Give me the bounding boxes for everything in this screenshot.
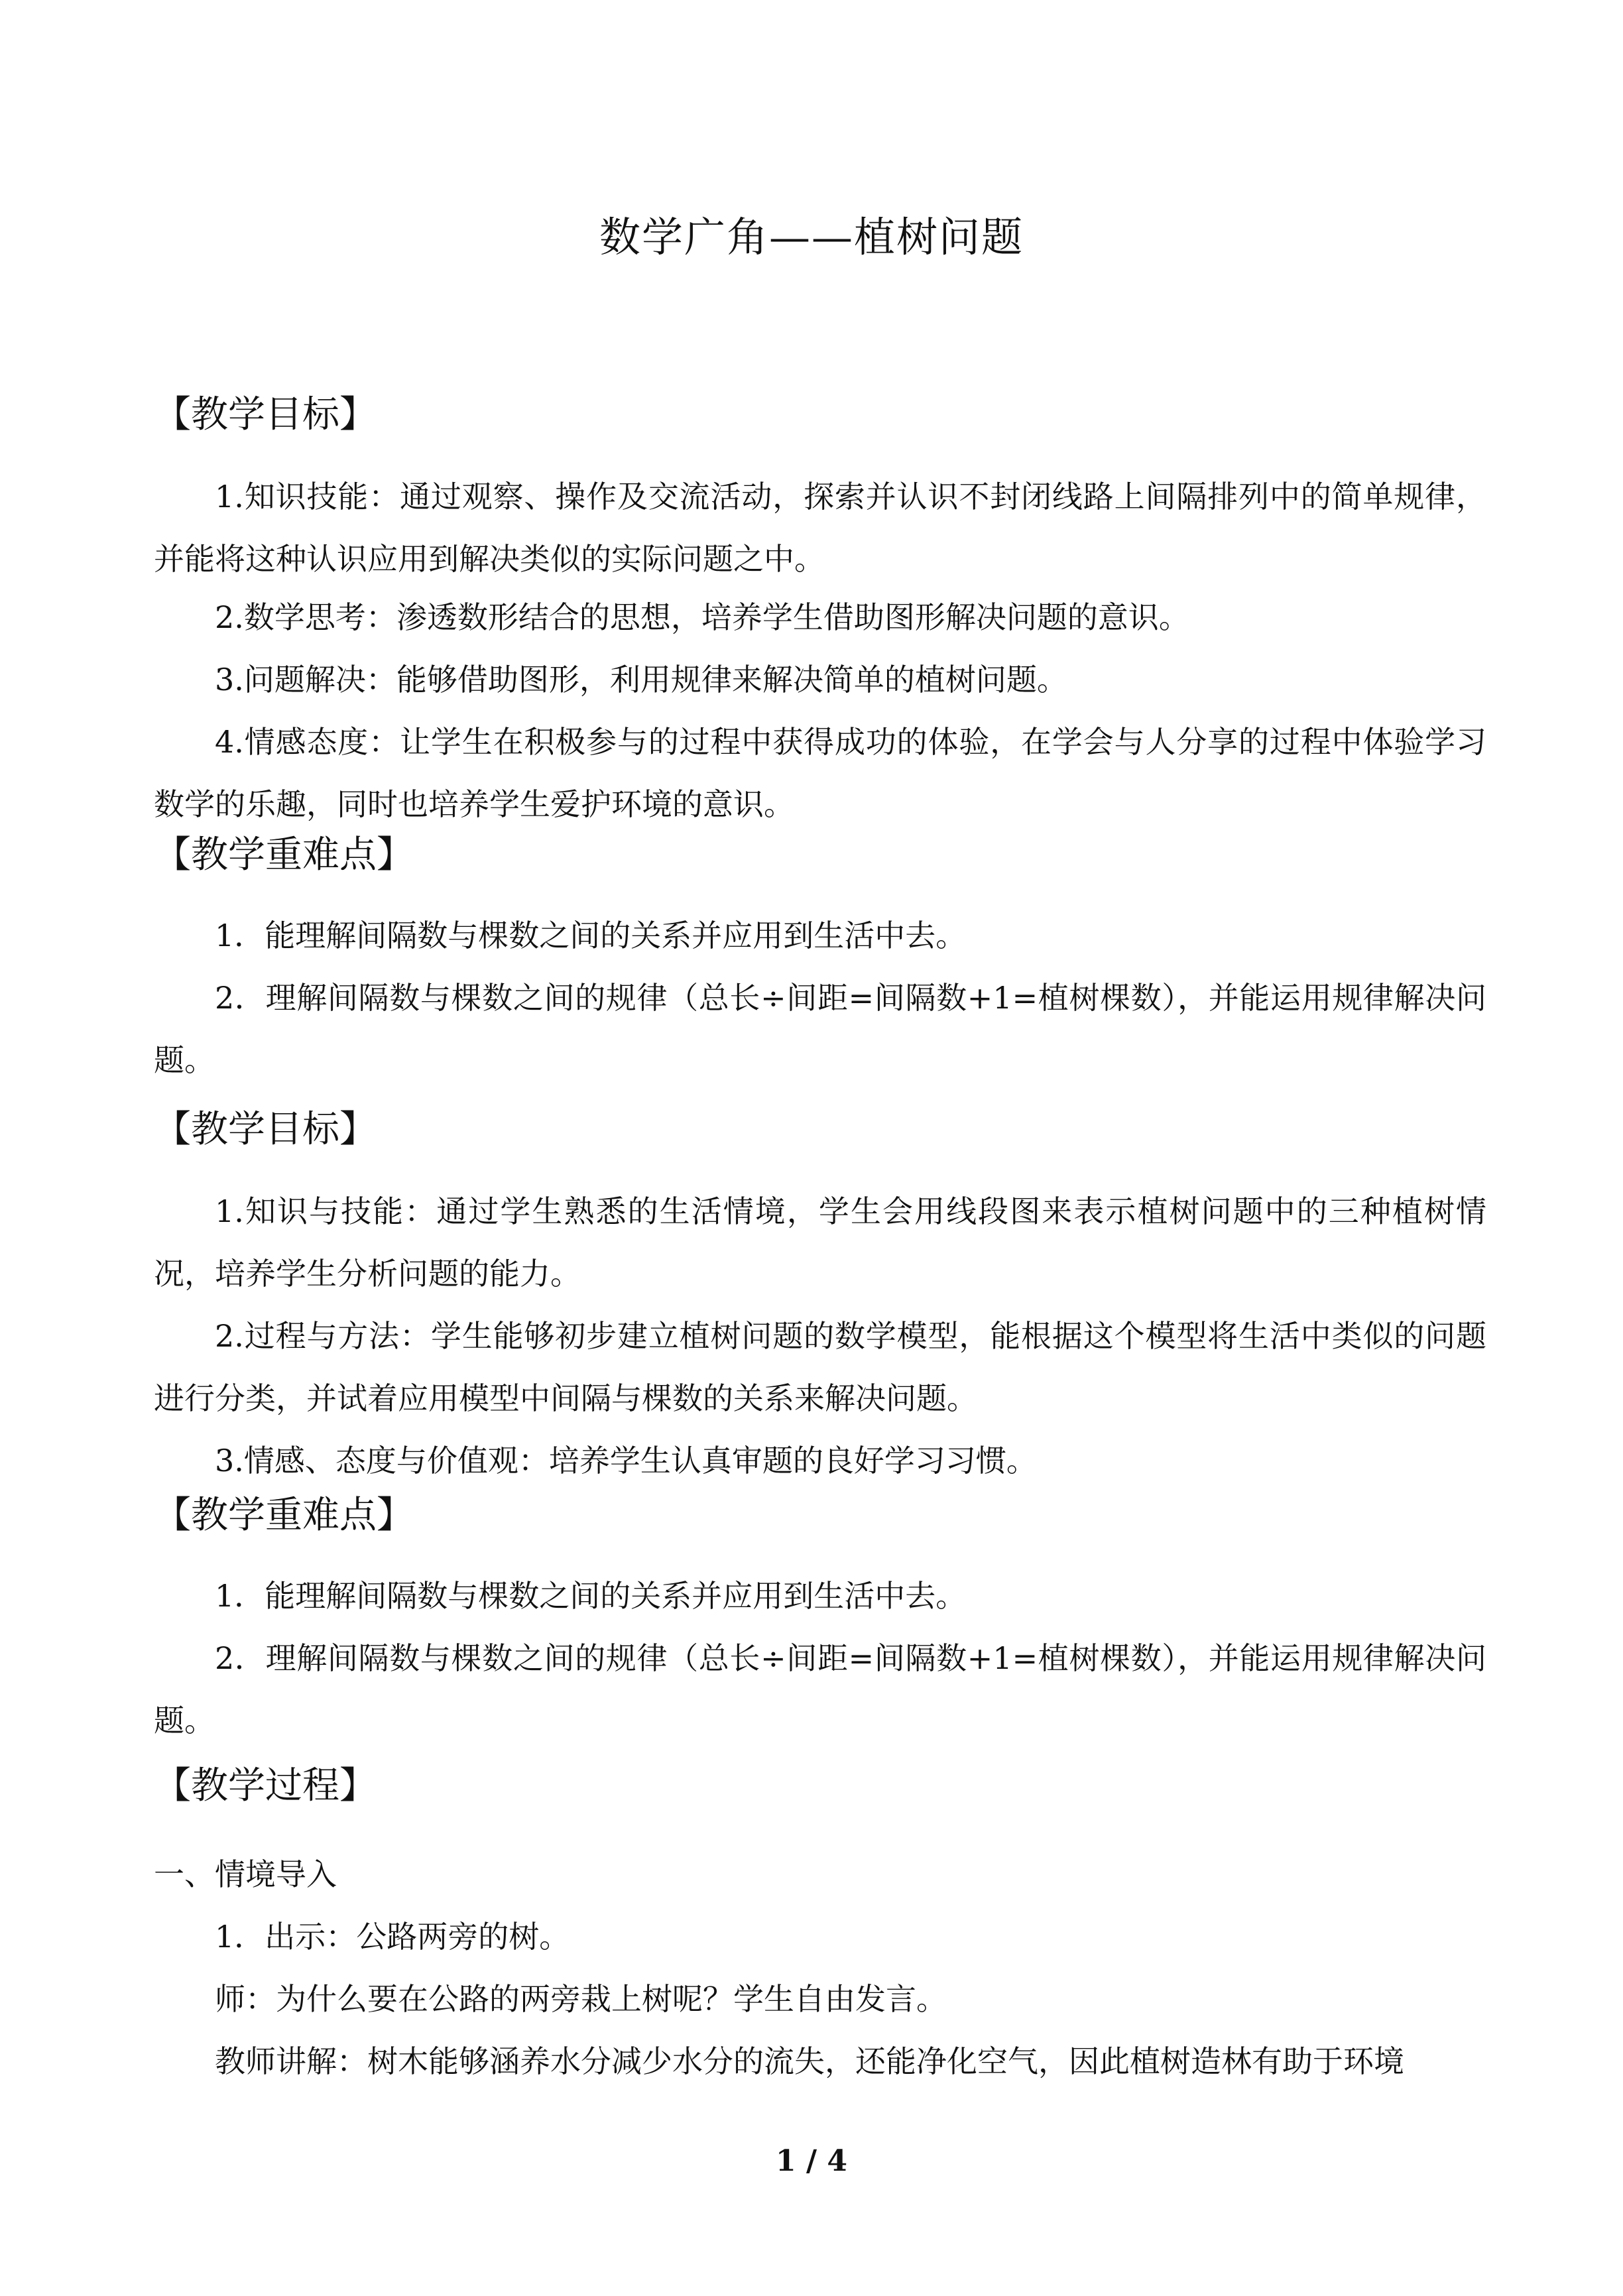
paragraph: 1.知识与技能：通过学生熟悉的生活情境，学生会用线段图来表示植树问题中的三种植树情况，培养学生分析问题的能力。 (154, 1193, 1486, 1292)
paragraph: 1．能理解间隔数与棵数之间的关系并应用到生活中去。 (215, 1578, 967, 1614)
section-heading-objectives-2: 【教学目标】 (154, 1108, 377, 1151)
paragraph: 2.过程与方法：学生能够初步建立植树问题的数学模型，能根据这个模型将生活中类似的问题进行分类，并试着应用模型中间隔与棵数的关系来解决问题。 (154, 1318, 1486, 1416)
paragraph: 3.情感、态度与价值观：培养学生认真审题的良好学习习惯。 (215, 1443, 1037, 1479)
paragraph: 2．理解间隔数与棵数之间的规律（总长÷间距=间隔数+1=植树棵数），并能运用规律解决问题。 (154, 980, 1486, 1078)
paragraph: 教师讲解：树木能够涵养水分减少水分的流失，还能净化空气，因此植树造林有助于环境 (215, 2043, 1404, 2079)
document-title: 数学广角——植树问题 (599, 213, 1024, 261)
paragraph: 1．能理解间隔数与棵数之间的关系并应用到生活中去。 (215, 918, 967, 953)
paragraph: 4.情感态度：让学生在积极参与的过程中获得成功的体验，在学会与人分享的过程中体验学习数学的乐趣，同时也培养学生爱护环境的意识。 (154, 724, 1486, 822)
section-heading-key-points-2: 【教学重难点】 (154, 1494, 414, 1537)
section-heading-key-points: 【教学重难点】 (154, 833, 414, 876)
paragraph: 1.知识技能：通过观察、操作及交流活动，探索并认识不封闭线路上间隔排列中的简单规律，并能将这种认识应用到解决类似的实际问题之中。 (154, 479, 1486, 577)
paragraph: 1．出示：公路两旁的树。 (215, 1919, 570, 1955)
paragraph: 3.问题解决：能够借助图形，利用规律来解决简单的植树问题。 (215, 662, 1067, 697)
paragraph: 2.数学思考：渗透数形结合的思想，培养学生借助图形解决问题的意识。 (215, 599, 1189, 635)
section-heading-objectives: 【教学目标】 (154, 393, 377, 436)
page-number: 1 / 4 (776, 2144, 847, 2178)
subheading-intro: 一、情境导入 (154, 1856, 337, 1892)
paragraph: 师：为什么要在公路的两旁栽上树呢？学生自由发言。 (215, 1981, 947, 2017)
paragraph: 2．理解间隔数与棵数之间的规律（总长÷间距=间隔数+1=植树棵数），并能运用规律解决问题。 (154, 1640, 1486, 1738)
section-heading-process: 【教学过程】 (154, 1764, 377, 1807)
